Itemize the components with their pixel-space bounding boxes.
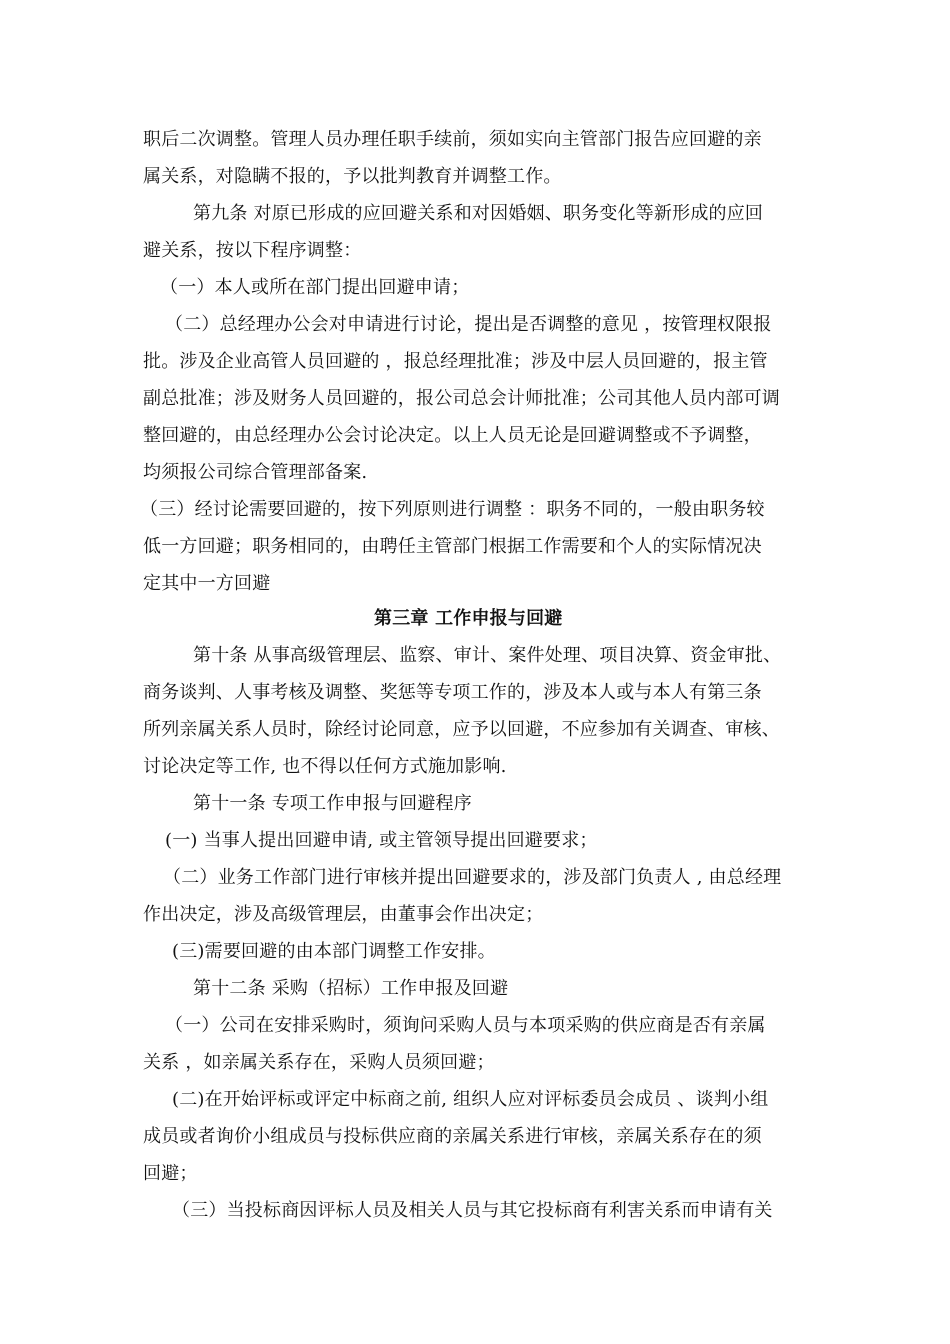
text-line: 低一方回避；职务相同的，由聘任主管部门根据工作需要和个人的实际情况决 (143, 536, 762, 557)
text-line: （三）当投标商因评标人员及相关人员与其它投标商有利害关系而申请有关 (172, 1200, 773, 1221)
text-line: （二）总经理办公会对申请进行讨论，提出是否调整的意见 ，按管理权限报 (165, 314, 772, 335)
text-line: （一）公司在安排采购时，须询问采购人员与本项采购的供应商是否有亲属 (165, 1015, 766, 1036)
text-line: (三)需要回避的由本部门调整工作安排。 (172, 941, 496, 962)
text-line: 所列亲属关系人员时，除经讨论同意，应予以回避，不应参加有关调查、审核、 (143, 719, 780, 740)
text-line: 关系 ，如亲属关系存在，采购人员须回避； (143, 1052, 495, 1073)
text-line: 避关系，按以下程序调整： (143, 240, 362, 261)
text-line: （三）经讨论需要回避的，按下列原则进行调整 ：职务不同的，一般由职务较 (140, 499, 765, 520)
text-line: 第九条 对原已形成的应回避关系和对因婚姻、职务变化等新形成的应回 (193, 203, 764, 224)
text-line: 批。涉及企业高管人员回避的 ，报总经理批准；涉及中层人员回避的，报主管 (143, 351, 768, 372)
text-line: 第十一条 专项工作申报与回避程序 (193, 793, 472, 814)
chapter-heading: 第三章 工作申报与回避 (374, 608, 563, 629)
text-line: （一）本人或所在部门提出回避申请； (160, 277, 470, 298)
text-line: 回避； (143, 1163, 198, 1184)
text-line: 讨论决定等工作, 也不得以任何方式施加影响. (143, 756, 507, 777)
text-line: 商务谈判、人事考核及调整、奖惩等专项工作的，涉及本人或与本人有第三条 (143, 682, 762, 703)
text-line: 作出决定，涉及高级管理层，由董事会作出决定； (143, 904, 544, 925)
text-line: 均须报公司综合管理部备案. (143, 462, 368, 483)
text-line: 第十二条 采购（招标）工作申报及回避 (193, 978, 509, 999)
text-line: （二）业务工作部门进行审核并提出回避要求的，涉及部门负责人 , 由总经理 (163, 867, 782, 888)
text-line: 第十条 从事高级管理层、监察、审计、案件处理、项目决算、资金审批、 (193, 645, 782, 666)
text-line: 成员或者询价小组成员与投标供应商的亲属关系进行审核，亲属关系存在的须 (143, 1126, 762, 1147)
text-line: 定其中一方回避 (143, 573, 271, 594)
text-line: 整回避的，由总经理办公会讨论决定。以上人员无论是回避调整或不予调整， (143, 425, 762, 446)
text-line: 副总批准；涉及财务人员回避的，报公司总会计师批准；公司其他人员内部可调 (143, 388, 780, 409)
text-line: (二)在开始评标或评定中标商之前, 组织人应对评标委员会成员 、谈判小组 (172, 1089, 769, 1110)
text-line: 属关系，对隐瞒不报的，予以批判教育并调整工作。 (143, 166, 562, 187)
text-line: 职后二次调整。管理人员办理任职手续前，须如实向主管部门报告应回避的亲 (143, 129, 762, 150)
text-line: (一) 当事人提出回避申请, 或主管领导提出回避要求； (165, 830, 598, 851)
